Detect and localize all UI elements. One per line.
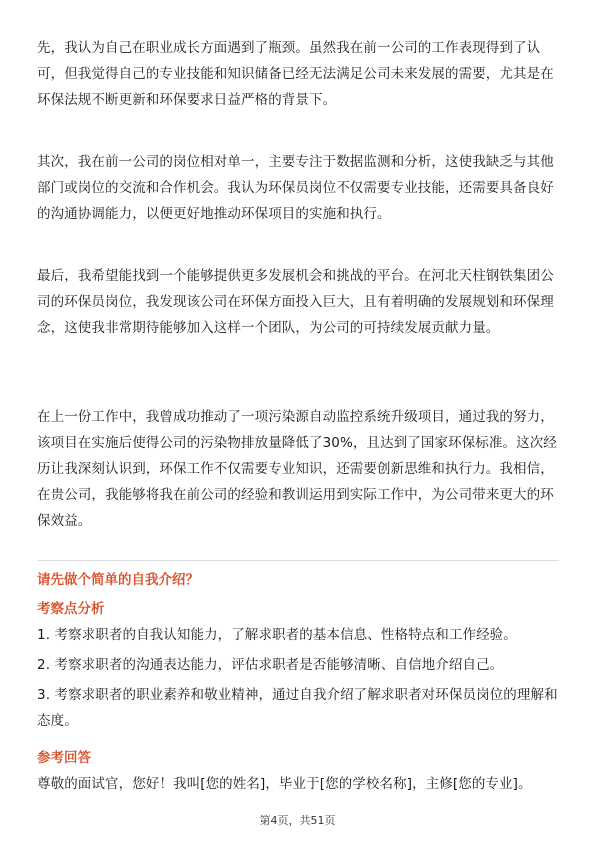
analysis-title: 考察点分析 — [37, 601, 105, 617]
answer-title: 参考回答 — [37, 750, 91, 766]
analysis-item-1: 1. 考察求职者的自我认知能力，了解求职者的基本信息、性格特点和工作经验。 — [37, 627, 517, 643]
answer-text: 尊敬的面试官，您好！我叫[您的姓名]，毕业于[您的学校名称]，主修[您的专业]。 — [37, 776, 532, 792]
analysis-item-2: 2. 考察求职者的沟通表达能力，评估求职者是否能够清晰、自信地介绍自己。 — [37, 657, 504, 673]
question-title: 请先做个简单的自我介绍？ — [37, 572, 199, 588]
paragraph-past-project: 在上一份工作中，我曾成功推动了一项污染源自动监控系统升级项目，通过我的努力，该项目在实施后使得公司的污染物排放量降低了30%，且达到了国家环保标准。这次经历让我深刻认识到，环保工作不仅需要专业知识，还需要创新思维和执行力。我相信，在贵公司，我能够将我在前公司的经验和教训运用到实际工作中，为公司带来更大的环保效益。 — [37, 409, 557, 529]
analysis-item-3: 3. 考察求职者的职业素养和敬业精神，通过自我介绍了解求职者对环保员岗位的理解和态度。 — [37, 687, 558, 729]
paragraph-development-platform: 最后，我希望能找到一个能够提供更多发展机会和挑战的平台。在河北天柱钢铁集团公司的环保员岗位，我发现该公司在环保方面投入巨大，且有着明确的发展规划和环保理念，这使我非常期待能够加入这样一个团队，为公司的可持续发展贡献力量。 — [37, 268, 554, 336]
paragraph-single-role: 其次，我在前一公司的岗位相对单一，主要专注于数据监测和分析，这使我缺乏与其他部门或岗位的交流和合作机会。我认为环保员岗位不仅需要专业技能，还需要具备良好的沟通协调能力，以便更好地推动环保项目的实施和执行。 — [37, 154, 554, 222]
page-number: 第4页，共51页 — [259, 814, 336, 827]
section-divider — [37, 560, 559, 561]
paragraph-growth-bottleneck: 先，我认为自己在职业成长方面遇到了瓶颈。虽然我在前一公司的工作表现得到了认可，但我觉得自己的专业技能和知识储备已经无法满足公司未来发展的需要，尤其是在环保法规不断更新和环保要求日益严格的背景下。 — [37, 40, 554, 108]
